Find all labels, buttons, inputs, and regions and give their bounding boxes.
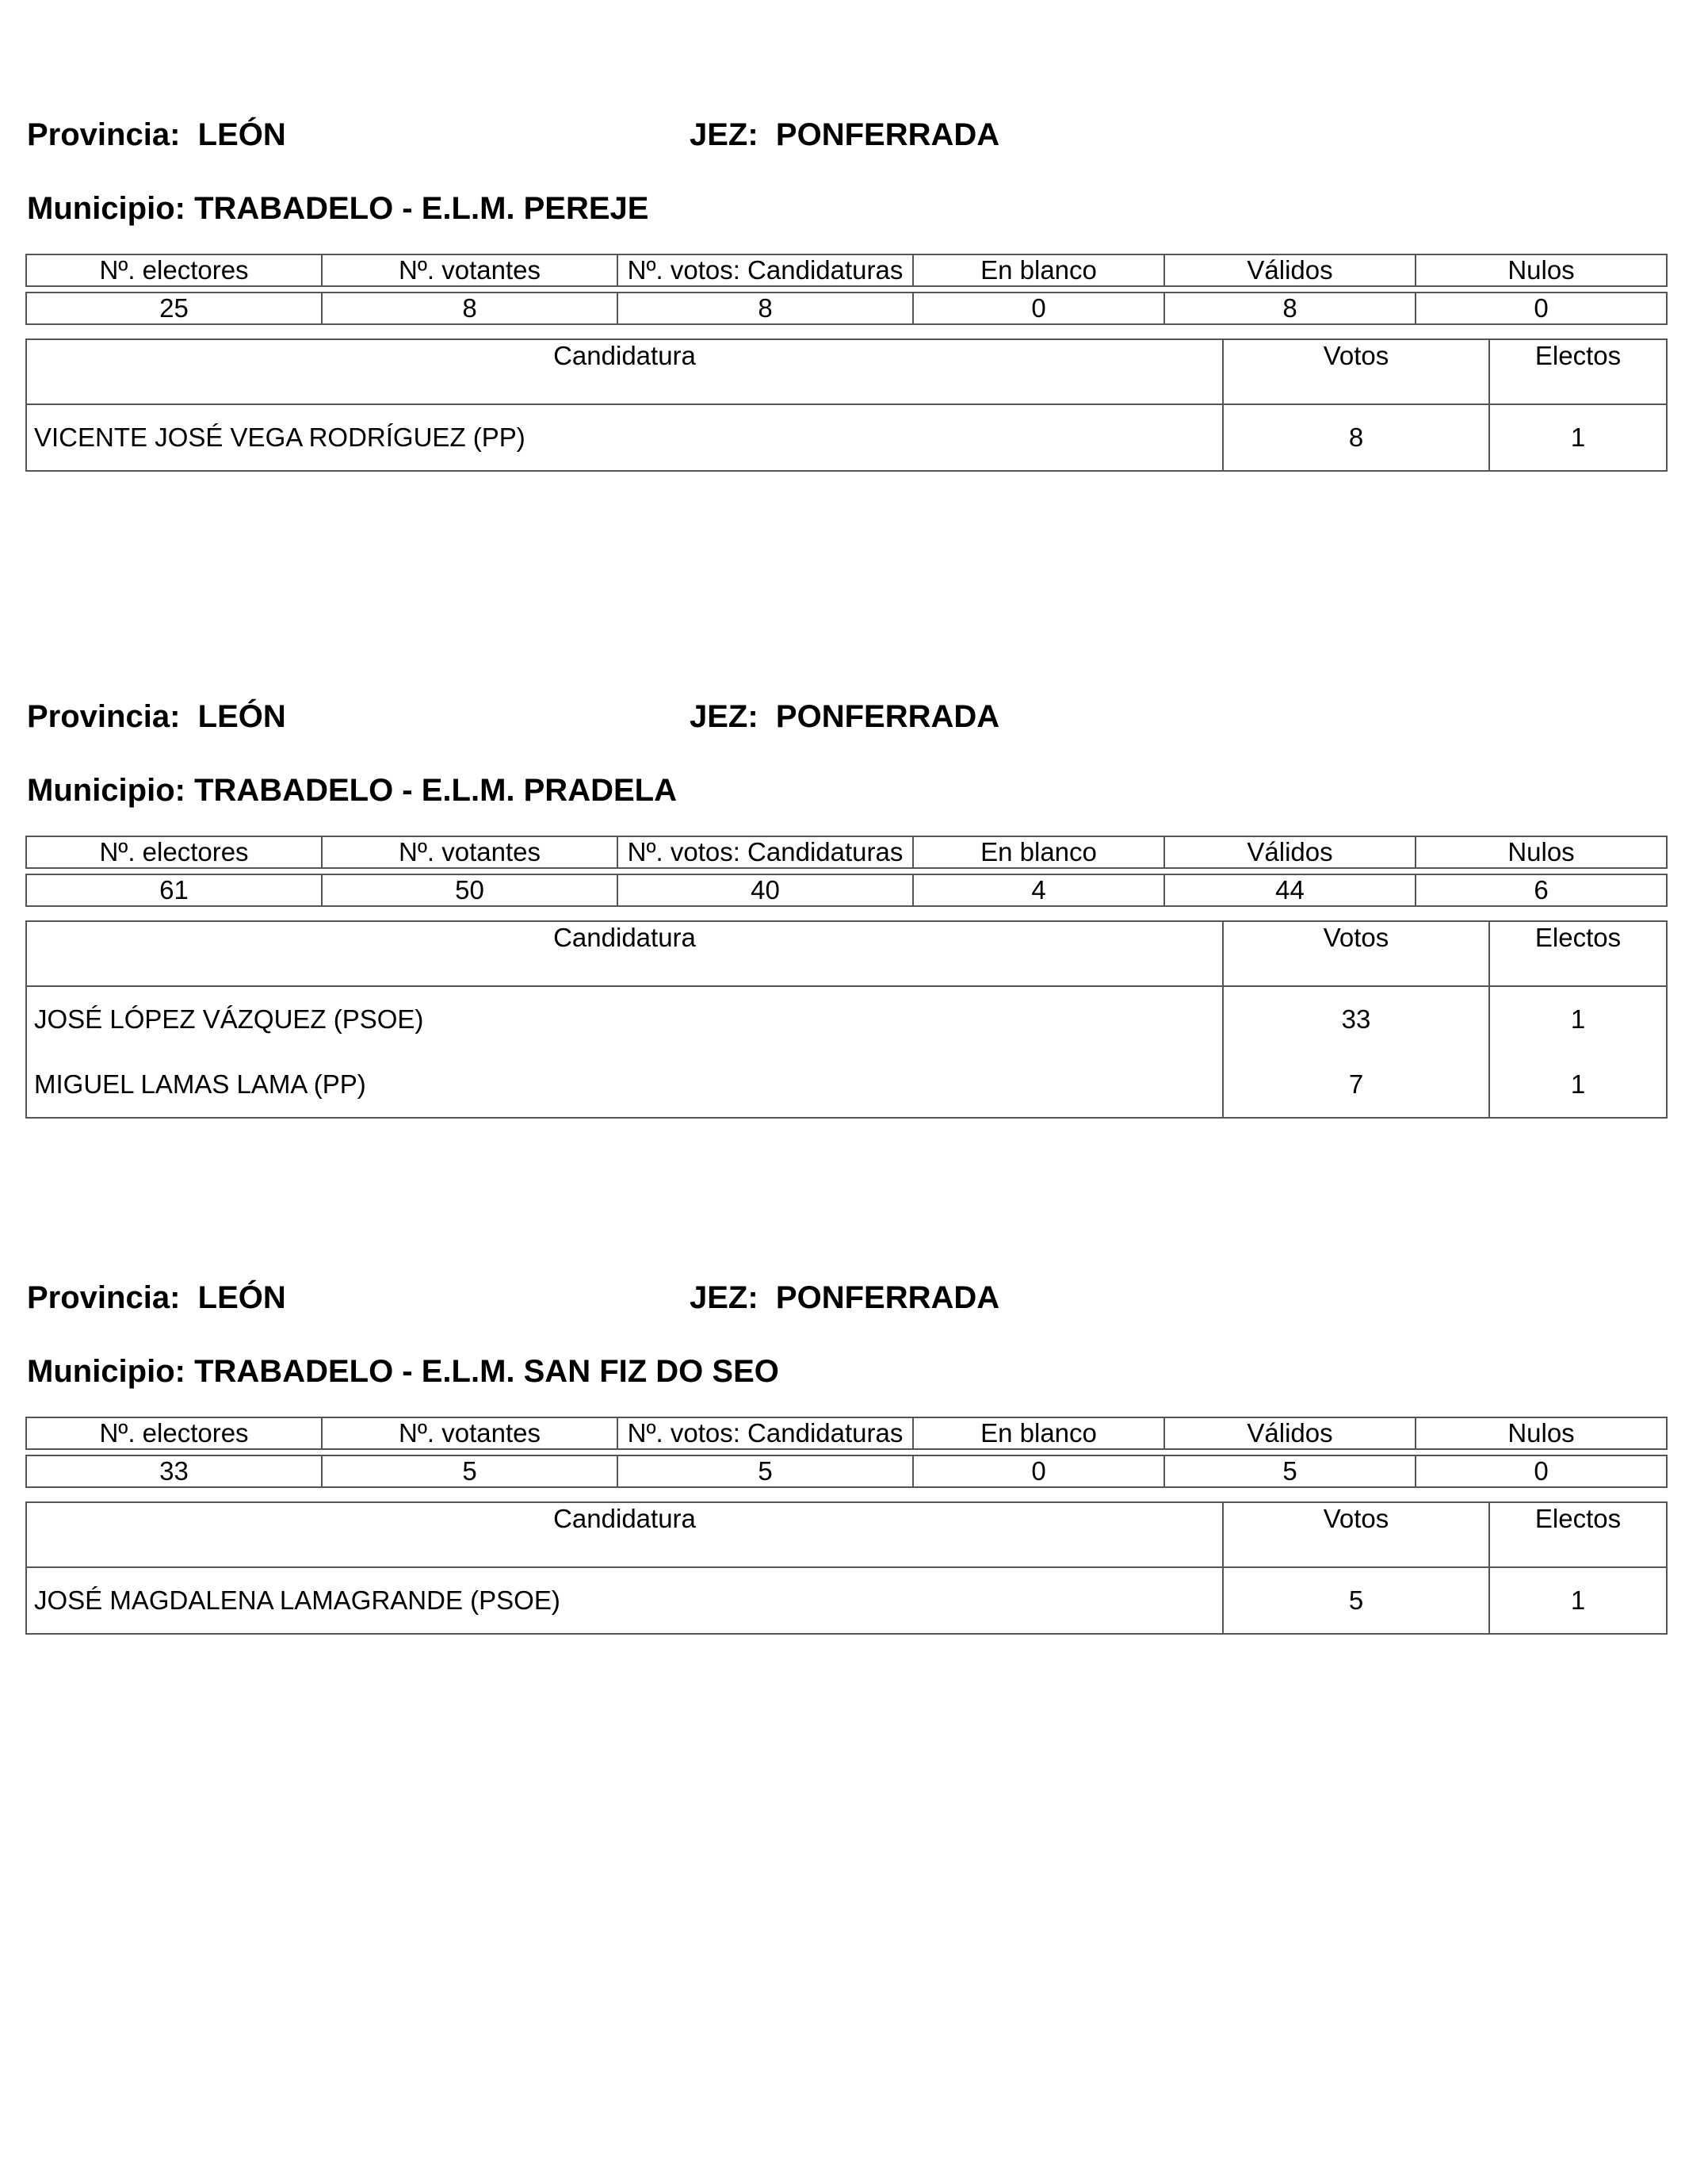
stat-header: Nº. votantes: [322, 254, 617, 286]
provincia-value: LEÓN: [197, 699, 286, 734]
stat-value: 44: [1164, 874, 1416, 906]
stats-table: [25, 1417, 1668, 1488]
municipio-heading: Municipio: TRABADELO - E.L.M. SAN FIZ DO SEO: [27, 1354, 779, 1389]
stat-value: 5: [1164, 1455, 1416, 1487]
stats-table: [25, 836, 1668, 907]
stat-value: 0: [1416, 1455, 1667, 1487]
stat-header: Nº. votantes: [322, 1417, 617, 1449]
candidates-table: [25, 1501, 1668, 1635]
municipio-value: TRABADELO - E.L.M. PEREJE: [194, 191, 649, 226]
candidate-name: JOSÉ MAGDALENA LAMAGRANDE (PSOE): [26, 1567, 1223, 1634]
stats-value-row: [26, 874, 1667, 906]
stat-header: Nº. electores: [26, 836, 322, 868]
stat-value: 40: [617, 874, 913, 906]
votos-header: Votos: [1223, 921, 1489, 986]
stats-value-row: [26, 1455, 1667, 1487]
stat-value: 50: [322, 874, 617, 906]
candidate-votes: 5: [1223, 1567, 1489, 1634]
municipio-heading: Municipio: TRABADELO - E.L.M. PEREJE: [27, 191, 649, 226]
candidate-elected: 1: [1489, 404, 1667, 471]
stat-value: 25: [26, 293, 322, 324]
stats-header-row: [26, 254, 1667, 286]
candidate-row: [26, 404, 1667, 471]
jez-heading: JEZ: PONFERRADA: [690, 699, 1000, 734]
provincia-heading: Provincia: LEÓN: [27, 1280, 286, 1315]
candidate-votes: 7: [1223, 1052, 1489, 1118]
stat-value: 0: [913, 293, 1164, 324]
jez-value: PONFERRADA: [775, 1280, 1000, 1315]
stats-table: [25, 254, 1668, 325]
stat-header: En blanco: [913, 254, 1164, 286]
jez-heading: JEZ: PONFERRADA: [690, 1280, 1000, 1315]
stat-header: Nº. electores: [26, 1417, 322, 1449]
stat-header: Nº. votos: Candidaturas: [617, 254, 913, 286]
provincia-heading: Provincia: LEÓN: [27, 699, 286, 734]
stat-value: 4: [913, 874, 1164, 906]
candidate-row: [26, 1052, 1667, 1118]
stat-value: 6: [1416, 874, 1667, 906]
stat-value: 0: [1416, 293, 1667, 324]
candidates-table: [25, 920, 1668, 1119]
stats-header-row: [26, 836, 1667, 868]
candidate-elected: 1: [1489, 1567, 1667, 1634]
stat-value: 0: [913, 1455, 1164, 1487]
stat-header: Nulos: [1416, 836, 1667, 868]
candidate-name: VICENTE JOSÉ VEGA RODRÍGUEZ (PP): [26, 404, 1223, 471]
stats-value-row: [26, 293, 1667, 324]
jez-heading: JEZ: PONFERRADA: [690, 117, 1000, 152]
stat-header: Nº. electores: [26, 254, 322, 286]
stat-value: 5: [617, 1455, 913, 1487]
stat-value: 8: [322, 293, 617, 324]
municipio-heading: Municipio: TRABADELO - E.L.M. PRADELA: [27, 773, 677, 808]
provincia-value: LEÓN: [197, 117, 286, 152]
candidate-elected: 1: [1489, 986, 1667, 1052]
candidate-votes: 33: [1223, 986, 1489, 1052]
electos-header: Electos: [1489, 921, 1667, 986]
candidatura-header: Candidatura: [26, 1502, 1223, 1567]
candidates-table: [25, 339, 1668, 472]
stat-header: Válidos: [1164, 1417, 1416, 1449]
municipio-value: TRABADELO - E.L.M. SAN FIZ DO SEO: [194, 1354, 779, 1389]
stat-value: 8: [1164, 293, 1416, 324]
candidates-header-row: [26, 339, 1667, 404]
electos-header: Electos: [1489, 339, 1667, 404]
provincia-heading: Provincia: LEÓN: [27, 117, 286, 152]
stat-header: En blanco: [913, 836, 1164, 868]
candidate-row: [26, 986, 1667, 1052]
stat-value: 61: [26, 874, 322, 906]
stat-value: 33: [26, 1455, 322, 1487]
candidate-name: JOSÉ LÓPEZ VÁZQUEZ (PSOE): [26, 986, 1223, 1052]
stat-header: Válidos: [1164, 836, 1416, 868]
stat-value: 8: [617, 293, 913, 324]
candidates-header-row: [26, 921, 1667, 986]
jez-value: PONFERRADA: [775, 699, 1000, 734]
stats-header-row: [26, 1417, 1667, 1449]
municipio-value: TRABADELO - E.L.M. PRADELA: [194, 773, 677, 808]
candidatura-header: Candidatura: [26, 339, 1223, 404]
stat-header: En blanco: [913, 1417, 1164, 1449]
stat-header: Nº. votos: Candidaturas: [617, 836, 913, 868]
candidate-name: MIGUEL LAMAS LAMA (PP): [26, 1052, 1223, 1118]
candidates-header-row: [26, 1502, 1667, 1567]
candidate-elected: 1: [1489, 1052, 1667, 1118]
stat-header: Nulos: [1416, 254, 1667, 286]
candidatura-header: Candidatura: [26, 921, 1223, 986]
candidate-votes: 8: [1223, 404, 1489, 471]
votos-header: Votos: [1223, 339, 1489, 404]
electos-header: Electos: [1489, 1502, 1667, 1567]
candidate-row: [26, 1567, 1667, 1634]
stat-value: 5: [322, 1455, 617, 1487]
jez-value: PONFERRADA: [775, 117, 1000, 152]
provincia-value: LEÓN: [197, 1280, 286, 1315]
stat-header: Nº. votantes: [322, 836, 617, 868]
stat-header: Nulos: [1416, 1417, 1667, 1449]
stat-header: Válidos: [1164, 254, 1416, 286]
stat-header: Nº. votos: Candidaturas: [617, 1417, 913, 1449]
votos-header: Votos: [1223, 1502, 1489, 1567]
